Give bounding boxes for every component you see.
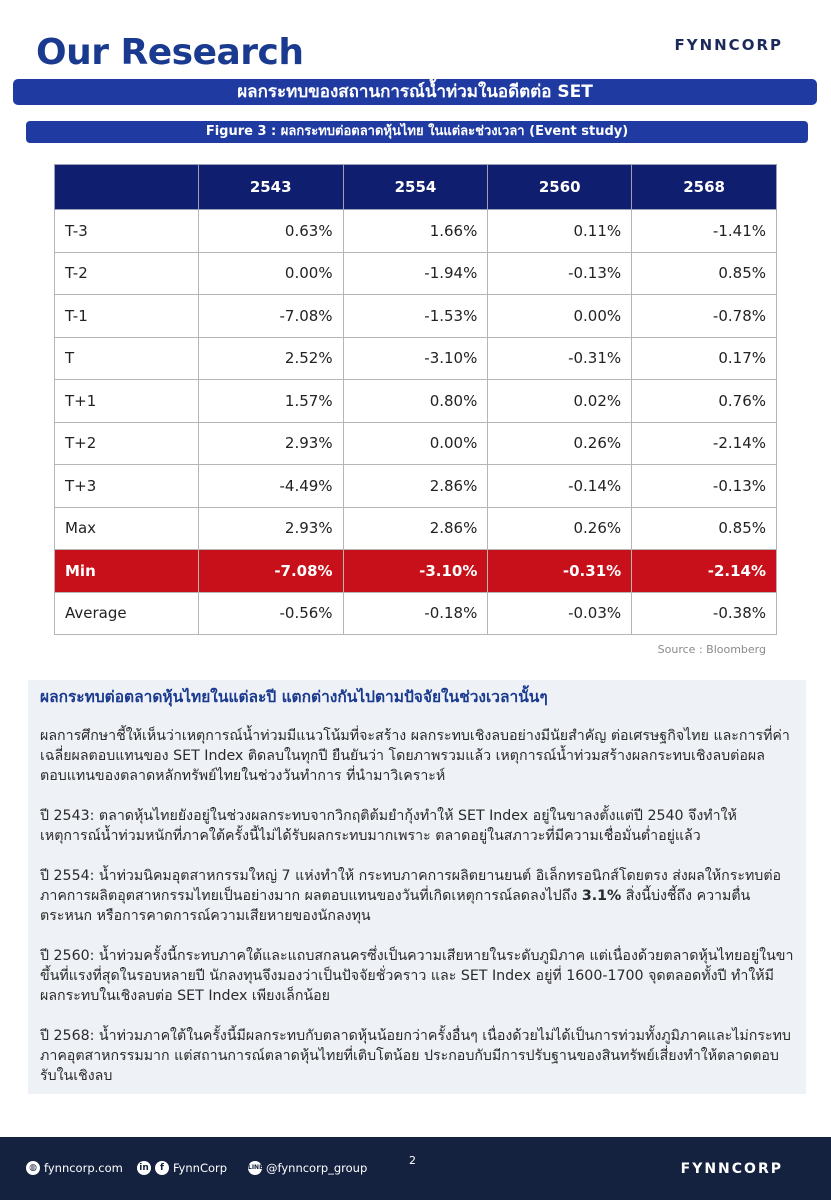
social-handle[interactable]: FynnCorp: [173, 1161, 228, 1175]
row-label: T: [55, 337, 199, 380]
row-label: Max: [55, 507, 199, 550]
table-row: [55, 252, 777, 295]
table-header-cell: [55, 165, 199, 210]
table-cell: -2.14%: [632, 422, 777, 465]
table-row: [55, 295, 777, 338]
page-title: Our Research: [36, 32, 304, 73]
footer-line[interactable]: [248, 1161, 367, 1175]
table-cell: -3.10%: [343, 550, 488, 593]
table-cell: 0.00%: [198, 252, 343, 295]
table-row: [55, 465, 777, 508]
table-cell: -0.31%: [488, 550, 632, 593]
table-row: [55, 380, 777, 423]
table-cell: 0.26%: [488, 422, 632, 465]
table-cell: -1.94%: [343, 252, 488, 295]
table-cell: -4.49%: [198, 465, 343, 508]
table-cell: -0.03%: [488, 592, 632, 635]
table-cell: -1.41%: [632, 210, 777, 253]
table-cell: 2.93%: [198, 422, 343, 465]
linkedin-icon[interactable]: in: [137, 1161, 151, 1175]
table-header-cell: 2568: [632, 165, 777, 210]
table-cell: 0.00%: [488, 295, 632, 338]
analysis-paragraph: ปี 2543: ตลาดหุ้นไทยยังอยู่ในช่วงผลกระทบจากวิกฤติต้มยำกุ้งทำให้ SET Index อยู่ในขาลงตั้งแต่ปี 2540 จึงทำให้เหตุการณ์น้ำท่วมหนักที่ภาคใต้ครั้งนี้ไม่ได้รับผลกระทบมากเพราะ ตลาดอยู่ในสภาวะที่มีความเชื่อมั่นต่ำอยู่แล้ว: [40, 808, 737, 844]
table-cell: -0.78%: [632, 295, 777, 338]
footer-social[interactable]: [137, 1161, 227, 1175]
table-cell: 0.26%: [488, 507, 632, 550]
table-cell: 0.00%: [343, 422, 488, 465]
analysis-box: [28, 680, 806, 1094]
table-cell: -0.31%: [488, 337, 632, 380]
line-icon[interactable]: LINE: [248, 1161, 262, 1175]
analysis-paragraph: ปี 2560: น้ำท่วมครั้งนี้กระทบภาคใต้และแถบสกลนครซึ่งเป็นความเสียหายในระดับภูมิภาค แต่เนื่องด้วยตลาดหุ้นไทยอยู่ในขาขึ้นที่แรงที่สุดในรอบหลายปี นักลงทุนจึงมองว่าเป็นปัจจัยชั่วคราว และ SET Index อยู่ที่ 1600-1700 จุดตลอดทั้งปี ทำให้มีผลกระทบในเชิงลบต่อ SET Index เพียงเล็กน้อย: [40, 948, 794, 1004]
table-cell: 1.57%: [198, 380, 343, 423]
row-label: T-1: [55, 295, 199, 338]
row-label: T-2: [55, 252, 199, 295]
table-header-cell: 2543: [198, 165, 343, 210]
analysis-paragraph: ผลการศึกษาชี้ให้เห็นว่าเหตุการณ์น้ำท่วมมีแนวโน้มที่จะสร้าง ผลกระทบเชิงลบอย่างมีนัยสำคัญ ต่อเศรษฐกิจไทย และการที่ค่าเฉลี่ยผลตอบแทนของ SET Index ติดลบในทุกปี ยืนยันว่า โดยภาพรวมแล้ว เหตุการณ์น้ำท่วมสร้างผลกระทบเชิงลบต่อผลตอบแทนของตลาดหลักทรัพย์ไทยในช่วงวันทำการ ที่นำมาวิเคราะห์: [40, 728, 790, 784]
table-row: [55, 210, 777, 253]
globe-icon: ◍: [26, 1161, 40, 1175]
table-cell: -0.13%: [488, 252, 632, 295]
row-label: T+3: [55, 465, 199, 508]
table-header-cell: 2554: [343, 165, 488, 210]
table-row: [55, 422, 777, 465]
line-handle[interactable]: @fynncorp_group: [266, 1161, 368, 1175]
table-cell: 0.76%: [632, 380, 777, 423]
table-cell: 0.85%: [632, 507, 777, 550]
table-cell: 0.02%: [488, 380, 632, 423]
table-cell: 2.86%: [343, 465, 488, 508]
table-row: [55, 550, 777, 593]
table-cell: 0.80%: [343, 380, 488, 423]
row-label: T+2: [55, 422, 199, 465]
source-note: Source : Bloomberg: [657, 643, 766, 656]
table-cell: -7.08%: [198, 295, 343, 338]
table-cell: 2.52%: [198, 337, 343, 380]
table-cell: 2.86%: [343, 507, 488, 550]
paragraph-text: ปี 2554: น้ำท่วมนิคมอุตสาหกรรมใหญ่ 7 แห่งทำให้ กระทบภาคการผลิตยานยนต์ อิเล็กทรอนิกส์โดยตรง ส่งผลให้กระทบต่อภาคการผลิตอุตสาหกรรมไทยเป็นอย่างมาก ผลตอบแทนของวันที่เกิดเหตุการณ์ลดลงไปถึง: [40, 868, 782, 904]
page-number: 2: [409, 1154, 416, 1167]
table-header-cell: 2560: [488, 165, 632, 210]
row-label: Average: [55, 592, 199, 635]
table-cell: -3.10%: [343, 337, 488, 380]
table-cell: 2.93%: [198, 507, 343, 550]
table-row: [55, 592, 777, 635]
table-cell: -7.08%: [198, 550, 343, 593]
section-banner: ผลกระทบของสถานการณ์น้ำท่วมในอดีตต่อ SET: [13, 79, 817, 105]
figure-caption: Figure 3 : ผลกระทบต่อตลาดหุ้นไทย ในแต่ละช่วงเวลา (Event study): [26, 121, 808, 143]
footer: [0, 1137, 831, 1200]
table-cell: -0.56%: [198, 592, 343, 635]
company-logo: FYNNCORP: [674, 36, 783, 54]
row-label: T+1: [55, 380, 199, 423]
analysis-paragraph: [40, 866, 795, 926]
table-cell: -1.53%: [343, 295, 488, 338]
row-label: T-3: [55, 210, 199, 253]
table-row: [55, 337, 777, 380]
table-cell: 0.11%: [488, 210, 632, 253]
table-cell: 0.63%: [198, 210, 343, 253]
highlight-value: 3.1%: [581, 888, 622, 904]
row-label: Min: [55, 550, 199, 593]
event-study-table: [54, 164, 777, 635]
analysis-paragraph: ปี 2568: น้ำท่วมภาคใต้ในครั้งนี้มีผลกระทบกับตลาดหุ้นน้อยกว่าครั้งอื่นๆ เนื่องด้วยไม่ได้เป็นการท่วมทั้งภูมิภาคและไม่กระทบภาคอุตสาหกรรมมาก แต่สถานการณ์ตลาดหุ้นไทยที่เติบโตน้อย ประกอบกับมีการปรับฐานของสินทรัพย์เสี่ยงทำให้ตลาดตอบรับในเชิงลบ: [40, 1028, 791, 1084]
table-row: [55, 507, 777, 550]
facebook-icon[interactable]: f: [155, 1161, 169, 1175]
table-cell: -0.14%: [488, 465, 632, 508]
website-link[interactable]: fynncorp.com: [44, 1161, 123, 1175]
table-cell: 0.17%: [632, 337, 777, 380]
table-cell: -0.18%: [343, 592, 488, 635]
table-header-row: [55, 165, 777, 210]
table-cell: -2.14%: [632, 550, 777, 593]
footer-website[interactable]: [26, 1161, 123, 1175]
table-cell: 0.85%: [632, 252, 777, 295]
paragraph-text: สิ่งนี้บ่งชี้ถึง ความตื่นตระหนก หรือการคาดการณ์ความเสียหายของนักลงทุน: [40, 888, 751, 924]
table-cell: -0.13%: [632, 465, 777, 508]
table-cell: -0.38%: [632, 592, 777, 635]
table-cell: 1.66%: [343, 210, 488, 253]
analysis-heading: ผลกระทบต่อตลาดหุ้นไทยในแต่ละปี แตกต่างกันไปตามปัจจัยในช่วงเวลานั้นๆ: [40, 688, 548, 706]
footer-logo: FYNNCORP: [680, 1161, 783, 1177]
